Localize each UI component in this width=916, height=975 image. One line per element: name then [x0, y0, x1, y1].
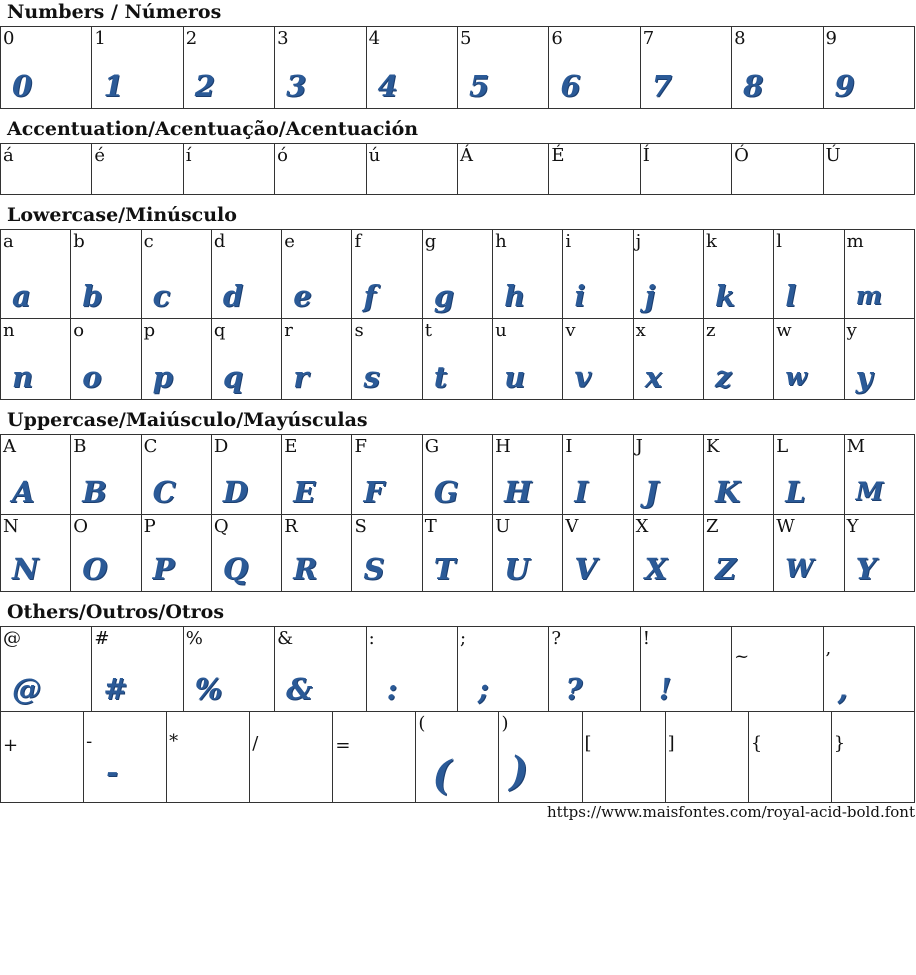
glyph-cell [1, 435, 71, 515]
glyph-cell [183, 627, 274, 712]
char-label: ! [642, 628, 650, 649]
font-glyph: r [293, 360, 309, 394]
uppercase-grid [0, 434, 915, 592]
char-label: / [252, 733, 259, 754]
glyph-cell [563, 435, 633, 515]
glyph-cell [211, 230, 281, 319]
char-label: M [846, 436, 865, 457]
char-label: & [277, 628, 294, 649]
char-label: ) [501, 713, 509, 734]
numbers-title: Numbers / Números [7, 1, 222, 23]
font-glyph: P [152, 552, 175, 586]
char-label: y [846, 320, 857, 341]
font-glyph: c [152, 279, 171, 313]
font-glyph: ? [565, 672, 583, 706]
font-glyph: V [574, 552, 597, 586]
glyph-cell [665, 712, 748, 803]
char-label: w [776, 320, 792, 341]
char-label: u [495, 320, 507, 341]
char-label: ú [368, 145, 381, 166]
glyph-cell [640, 27, 731, 109]
glyph-cell [640, 144, 731, 195]
glyph-cell [282, 230, 352, 319]
accents-title: Accentuation/Acentuação/Acentuación [7, 118, 419, 140]
font-glyph: 9 [834, 69, 855, 103]
char-label: , [825, 638, 832, 659]
char-label: Ú [825, 145, 841, 166]
glyph-cell [1, 144, 92, 195]
glyph-cell [71, 319, 141, 400]
char-label: F [354, 436, 367, 457]
glyph-cell [250, 712, 333, 803]
char-label: 6 [551, 28, 563, 49]
glyph-cell [633, 515, 703, 592]
font-glyph: - [106, 755, 119, 789]
glyph-cell [633, 230, 703, 319]
font-glyph: z [714, 360, 732, 394]
font-glyph: 2 [194, 69, 215, 103]
glyph-cell [823, 144, 914, 195]
glyph-cell [141, 435, 211, 515]
char-label: s [354, 320, 364, 341]
font-glyph: E [293, 475, 316, 509]
glyph-cell [774, 435, 844, 515]
char-label: W [776, 516, 795, 537]
char-label: 4 [368, 28, 381, 49]
font-glyph: k [714, 279, 736, 313]
glyph-cell [167, 712, 250, 803]
char-label: 2 [185, 28, 198, 49]
glyph-cell [563, 515, 633, 592]
char-label: r [284, 320, 293, 341]
glyph-cell [457, 627, 548, 712]
font-glyph: % [194, 672, 223, 706]
char-label: ~ [734, 646, 750, 667]
glyph-cell [92, 144, 183, 195]
glyph-cell [1, 515, 71, 592]
font-glyph: f [363, 279, 376, 313]
accents-grid [0, 143, 915, 195]
char-label: : [368, 628, 375, 649]
char-label: C [143, 436, 158, 457]
font-glyph: 4 [377, 69, 398, 103]
char-label: 7 [642, 28, 655, 49]
glyph-cell [457, 27, 548, 109]
glyph-cell [366, 627, 457, 712]
glyph-cell [549, 144, 640, 195]
font-glyph: D [222, 475, 249, 509]
font-glyph: ) [509, 748, 529, 795]
char-label: A [3, 436, 16, 457]
glyph-cell [422, 515, 492, 592]
char-label: - [86, 731, 93, 752]
others-grid-1 [0, 626, 915, 712]
char-label: q [213, 320, 226, 341]
char-label: 8 [734, 28, 746, 49]
numbers-grid [0, 26, 915, 109]
char-label: I [565, 436, 573, 457]
font-glyph: 7 [651, 69, 672, 103]
uppercase-title: Uppercase/Maiúsculo/Mayúsculas [7, 409, 368, 431]
char-label: b [73, 231, 85, 252]
char-label: 3 [277, 28, 289, 49]
char-label: ; [459, 628, 467, 649]
glyph-cell [823, 627, 914, 712]
font-glyph: A [12, 475, 35, 509]
glyph-cell [1, 712, 84, 803]
char-label: E [284, 436, 298, 457]
char-label: K [705, 436, 720, 457]
glyph-cell [640, 627, 731, 712]
char-label: # [94, 628, 110, 649]
glyph-cell [499, 712, 582, 803]
font-glyph: n [12, 360, 34, 394]
font-glyph: u [504, 360, 526, 394]
font-glyph: B [82, 475, 107, 509]
font-glyph: T [433, 552, 456, 586]
font-glyph: J [644, 475, 659, 509]
char-label: Í [642, 145, 650, 166]
char-label: 5 [459, 28, 472, 49]
glyph-cell [823, 27, 914, 109]
glyph-cell [1, 230, 71, 319]
char-label: Z [705, 516, 719, 537]
glyph-cell [493, 230, 563, 319]
glyph-cell [732, 627, 823, 712]
glyph-cell [549, 627, 640, 712]
glyph-cell [92, 27, 183, 109]
char-label: f [354, 231, 362, 252]
font-glyph: 0 [12, 69, 33, 103]
glyph-cell [493, 319, 563, 400]
font-glyph: Q [222, 552, 249, 586]
font-glyph: Y [855, 552, 877, 586]
glyph-cell [732, 144, 823, 195]
font-glyph: e [293, 279, 312, 313]
glyph-cell [703, 515, 773, 592]
glyph-cell [84, 712, 167, 803]
source-url[interactable]: https://www.maisfontes.com/royal-acid-bold.font [546, 803, 915, 821]
font-glyph: ; [477, 672, 489, 706]
font-glyph: y [855, 360, 873, 394]
font-glyph: 8 [743, 69, 764, 103]
font-glyph: M [855, 477, 884, 506]
char-label: V [565, 516, 579, 537]
font-glyph: l [785, 279, 797, 313]
font-glyph: L [785, 475, 806, 509]
glyph-cell [71, 435, 141, 515]
font-glyph: W [785, 554, 814, 583]
font-glyph: ( [432, 752, 452, 799]
font-glyph: K [714, 475, 741, 509]
char-label: + [3, 735, 19, 756]
char-label: = [335, 735, 351, 756]
char-label: * [169, 731, 179, 752]
glyph-cell [831, 712, 914, 803]
char-label: g [424, 231, 437, 252]
glyph-cell [844, 435, 914, 515]
glyph-cell [1, 627, 92, 712]
others-grid-2 [0, 711, 915, 803]
char-label: 0 [3, 28, 15, 49]
font-glyph: G [433, 475, 459, 509]
font-glyph: o [82, 360, 102, 394]
char-label: k [705, 231, 717, 252]
font-glyph: m [855, 281, 883, 310]
glyph-cell [71, 230, 141, 319]
char-label: d [213, 231, 226, 252]
font-glyph: F [363, 475, 385, 509]
char-label: z [705, 320, 716, 341]
char-label: { [750, 733, 763, 754]
char-label: ] [667, 733, 675, 754]
glyph-cell [633, 319, 703, 400]
glyph-cell [1, 319, 71, 400]
glyph-cell [703, 230, 773, 319]
font-glyph: H [504, 475, 532, 509]
glyph-cell [282, 515, 352, 592]
char-label: X [635, 516, 649, 537]
char-label: ? [551, 628, 561, 649]
glyph-cell [352, 435, 422, 515]
glyph-cell [282, 435, 352, 515]
glyph-cell [275, 627, 366, 712]
font-glyph: @ [12, 672, 41, 706]
char-label: R [284, 516, 298, 537]
char-label: a [3, 231, 14, 252]
glyph-cell [92, 627, 183, 712]
char-label: x [635, 320, 646, 341]
font-glyph: b [82, 279, 103, 313]
glyph-cell [211, 515, 281, 592]
font-glyph: v [574, 360, 592, 394]
font-glyph: & [286, 672, 313, 706]
glyph-cell [141, 515, 211, 592]
char-label: á [3, 145, 14, 166]
font-glyph: j [644, 279, 656, 313]
glyph-cell [366, 27, 457, 109]
font-glyph: a [12, 279, 31, 313]
char-label: j [635, 231, 642, 252]
char-label: @ [3, 628, 21, 649]
char-label: Q [213, 516, 229, 537]
glyph-cell [703, 319, 773, 400]
char-label: É [551, 145, 565, 166]
font-glyph: w [785, 362, 807, 391]
font-glyph: q [222, 360, 244, 394]
glyph-cell [275, 27, 366, 109]
font-glyph: 1 [103, 69, 124, 103]
char-label: S [354, 516, 367, 537]
char-label: D [213, 436, 229, 457]
font-glyph: d [222, 279, 244, 313]
char-label: 1 [94, 28, 106, 49]
char-label: [ [584, 733, 592, 754]
char-label: o [73, 320, 85, 341]
char-label: 9 [825, 28, 837, 49]
char-label: e [284, 231, 295, 252]
glyph-cell [352, 319, 422, 400]
glyph-cell [282, 319, 352, 400]
font-glyph: 3 [286, 69, 307, 103]
glyph-cell [703, 435, 773, 515]
char-label: B [73, 436, 87, 457]
glyph-cell [563, 319, 633, 400]
lowercase-grid [0, 229, 915, 400]
char-label: é [94, 145, 106, 166]
glyph-cell [333, 712, 416, 803]
font-glyph: : [386, 672, 398, 706]
others-title: Others/Outros/Otros [7, 601, 225, 623]
glyph-cell [416, 712, 499, 803]
glyph-cell [1, 27, 92, 109]
glyph-cell [141, 230, 211, 319]
glyph-cell [493, 435, 563, 515]
font-glyph: g [433, 279, 455, 313]
glyph-cell [457, 144, 548, 195]
glyph-cell [774, 515, 844, 592]
char-label: ó [277, 145, 289, 166]
glyph-cell [183, 144, 274, 195]
glyph-cell [141, 319, 211, 400]
glyph-cell [352, 230, 422, 319]
font-glyph: I [574, 475, 588, 509]
glyph-cell [844, 515, 914, 592]
glyph-cell [352, 515, 422, 592]
char-label: H [495, 436, 511, 457]
char-label: p [143, 320, 156, 341]
glyph-cell [844, 230, 914, 319]
font-glyph: Z [714, 552, 737, 586]
font-glyph: 5 [468, 69, 490, 103]
glyph-cell [748, 712, 831, 803]
char-label: m [846, 231, 864, 252]
font-glyph: R [293, 552, 318, 586]
font-glyph: h [504, 279, 526, 313]
char-label: O [73, 516, 89, 537]
char-label: U [495, 516, 511, 537]
font-glyph: p [152, 360, 173, 394]
glyph-cell [493, 515, 563, 592]
glyph-cell [549, 27, 640, 109]
font-glyph: ! [658, 672, 672, 706]
font-glyph: 6 [560, 69, 581, 103]
glyph-cell [774, 319, 844, 400]
char-label: % [185, 628, 203, 649]
char-label: n [3, 320, 15, 341]
char-label: P [143, 516, 156, 537]
char-label: i [565, 231, 572, 252]
char-label: J [635, 436, 643, 457]
glyph-cell [183, 27, 274, 109]
char-label: Á [459, 145, 473, 166]
font-glyph: U [504, 552, 530, 586]
char-label: L [776, 436, 789, 457]
font-glyph: N [12, 552, 39, 586]
char-label: N [3, 516, 19, 537]
glyph-cell [774, 230, 844, 319]
char-label: Ó [734, 145, 749, 166]
glyph-cell [275, 144, 366, 195]
font-glyph: t [433, 360, 448, 394]
glyph-cell [422, 230, 492, 319]
char-label: ( [418, 713, 426, 734]
font-glyph: i [574, 279, 586, 313]
font-glyph: , [837, 672, 848, 706]
glyph-cell [422, 319, 492, 400]
font-glyph: O [82, 552, 108, 586]
glyph-cell [582, 712, 665, 803]
glyph-cell [633, 435, 703, 515]
font-glyph: s [363, 360, 380, 394]
font-glyph: S [363, 552, 385, 586]
char-label: í [185, 145, 192, 166]
font-glyph: X [644, 552, 668, 586]
glyph-cell [844, 319, 914, 400]
glyph-cell [211, 435, 281, 515]
char-label: } [833, 733, 846, 754]
glyph-cell [366, 144, 457, 195]
char-label: Y [846, 516, 859, 537]
char-label: G [424, 436, 440, 457]
font-glyph: C [152, 475, 176, 509]
glyph-cell [71, 515, 141, 592]
glyph-cell [563, 230, 633, 319]
font-glyph: x [644, 360, 662, 394]
font-glyph: # [103, 672, 128, 706]
char-label: T [424, 516, 437, 537]
char-label: c [143, 231, 154, 252]
char-label: l [776, 231, 783, 252]
lowercase-title: Lowercase/Minúsculo [7, 204, 237, 226]
char-label: v [565, 320, 576, 341]
glyph-cell [422, 435, 492, 515]
glyph-cell [732, 27, 823, 109]
glyph-cell [211, 319, 281, 400]
char-label: t [424, 320, 433, 341]
char-label: h [495, 231, 507, 252]
